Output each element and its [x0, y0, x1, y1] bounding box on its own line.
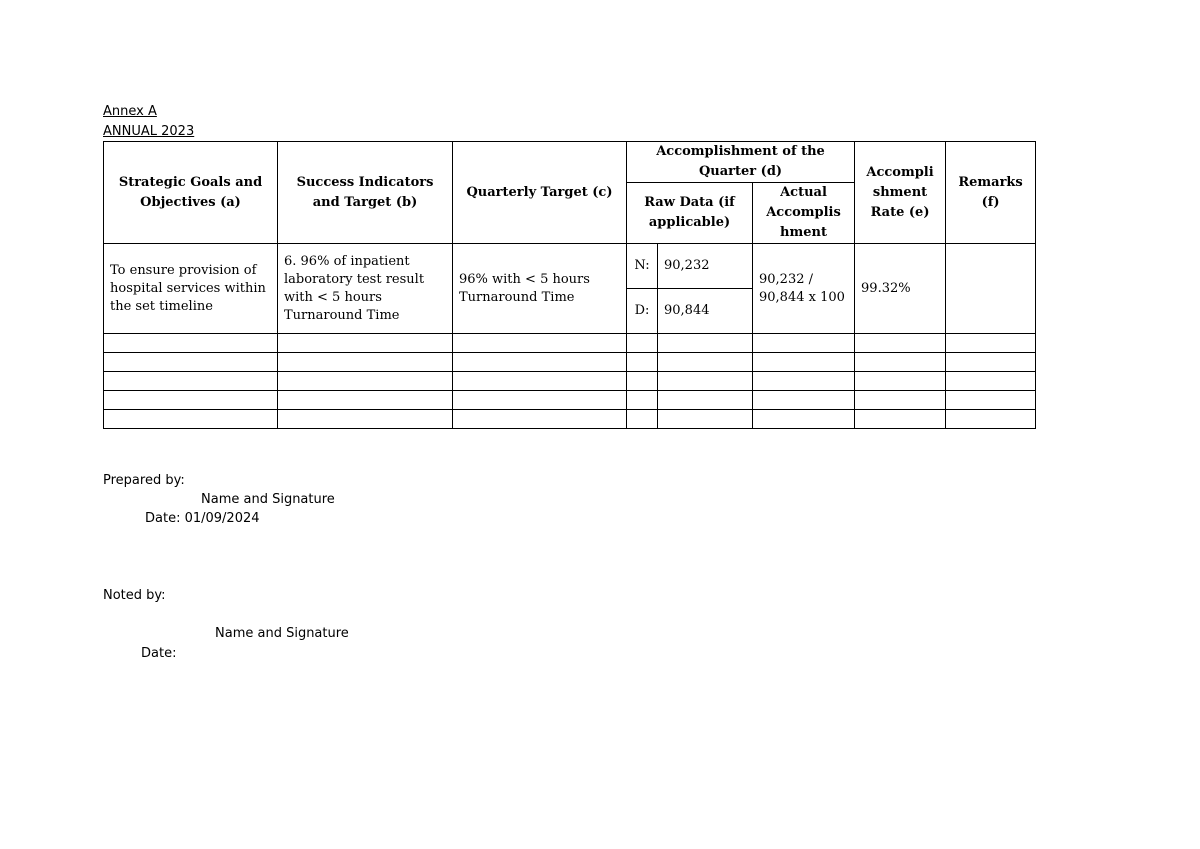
header-target: Quarterly Target (c) [453, 142, 627, 244]
denominator-label: D: [627, 289, 658, 334]
indicator-cell: 6. 96% of inpatient laboratory test result with < 5 hours Turnaround Time [278, 244, 453, 334]
noted-name: Name and Signature [215, 626, 349, 641]
goal-cell: To ensure provision of hospital services within the set timeline [104, 244, 278, 334]
period-title: ANNUAL 2023 [103, 124, 195, 139]
empty-row [104, 372, 1036, 391]
numerator-label: N: [627, 244, 658, 289]
prepared-name: Name and Signature [201, 492, 335, 507]
empty-row [104, 391, 1036, 410]
prepared-by-label: Prepared by: [103, 473, 185, 488]
empty-row [104, 334, 1036, 353]
table-row [104, 244, 1036, 289]
header-actual: Actual Accomplis hment [753, 183, 855, 244]
actual-cell: 90,232 / 90,844 x 100 [753, 244, 855, 334]
prepared-date: Date: 01/09/2024 [145, 511, 260, 526]
header-raw-data: Raw Data (if applicable) [627, 183, 753, 244]
annex-title: Annex A [103, 104, 157, 119]
target-cell: 96% with < 5 hours Turnaround Time [453, 244, 627, 334]
empty-row [104, 410, 1036, 429]
empty-row [104, 353, 1036, 372]
denominator-value: 90,844 [658, 289, 753, 334]
rate-cell: 99.32% [855, 244, 946, 334]
header-accomplishment: Accomplishment of the Quarter (d) [627, 142, 855, 183]
noted-by-label: Noted by: [103, 588, 166, 603]
noted-date: Date: [141, 646, 177, 661]
remarks-cell [946, 244, 1036, 334]
accomplishment-table [103, 141, 1036, 429]
header-goals: Strategic Goals and Objectives (a) [104, 142, 278, 244]
header-rate: Accompli shment Rate (e) [855, 142, 946, 244]
numerator-value: 90,232 [658, 244, 753, 289]
header-indicators: Success Indicators and Target (b) [278, 142, 453, 244]
header-remarks: Remarks (f) [946, 142, 1036, 244]
